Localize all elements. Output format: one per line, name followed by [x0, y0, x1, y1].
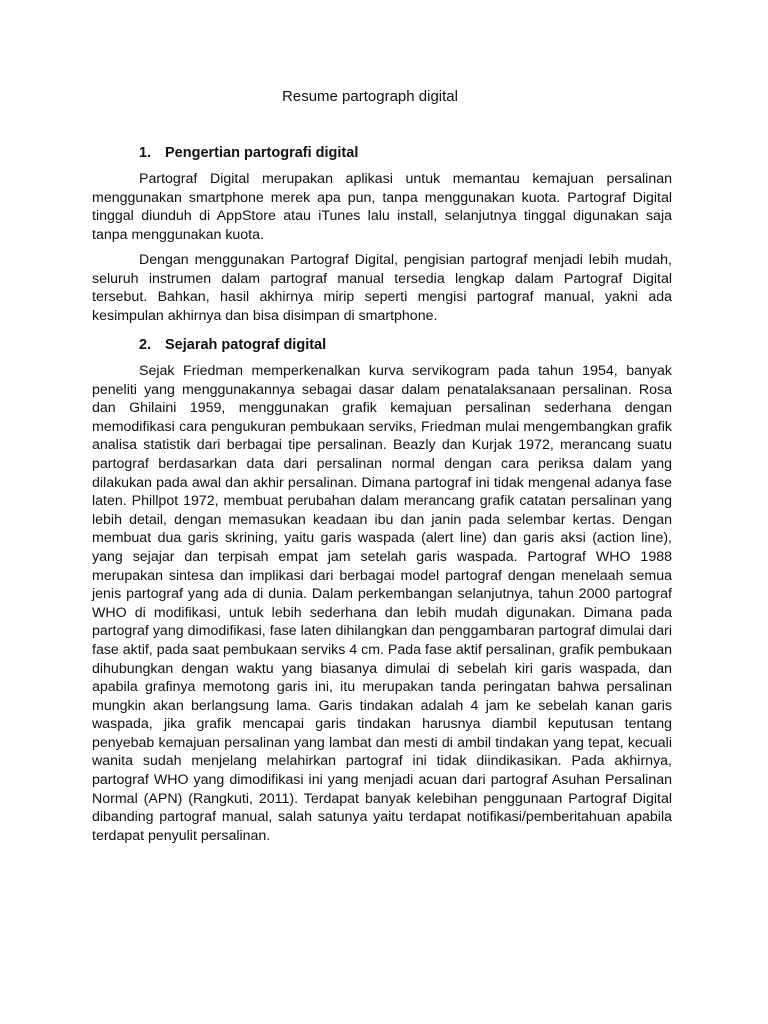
paragraph-pengertian-2: Dengan menggunakan Partograf Digital, pengisian partograf menjadi lebih mudah, seluruh instrumen dalam partograf manual tersedia lengkap dalam Partograf Digital tersebut. Bahkan, hasil akhirnya mirip seperti mengisi partograf manual, yakni ada kesimpulan akhirnya dan bisa disimpan di smartphone. [92, 252, 672, 324]
section-heading-sejarah [139, 335, 326, 355]
paragraph-sejarah: Sejak Friedman memperkenalkan kurva servikogram pada tahun 1954, banyak peneliti yang menggunakannya sebagai dasar dalam penatalaksanaan persalinan. Rosa dan Ghilaini 1959, menggunakan grafik kemajuan persalinan sederhana dengan memodifikasi cara pengukuran pembukaan serviks, Friedman mulai mengembangkan grafik analisa statistik dari berbagai tipe persalinan. Beazly dan Kurjak 1972, merancang suatu partograf berdasarkan data dari persalinan normal dengan cara periksa dalam yang dilakukan pada awal dan akhir persalinan. Dimana partograf ini tidak mengenal adanya fase laten. Phillpot 1972, membuat perubahan dalam merancang grafik catatan persalinan yang lebih detail, dengan memasukan keadaan ibu dan janin pada selembar kertas. Dengan membuat dua garis skrining, yaitu garis waspada (alert line) dan garis aksi (action line), yang sejajar dan terpisah empat jam setelah garis waspada. Partograf WHO 1988 merupakan sintesa dan implikasi dari berbagai model partograf dengan menelaah semua jenis partograf yang ada di dunia. Dalam perkembangan selanjutnya, tahun 2000 partograf WHO di modifikasi, untuk lebih sederhana dan lebih mudah digunakan. Dimana pada partograf yang dimodifikasi, fase laten dihilangkan dan penggambaran partograf dimulai dari fase aktif, pada saat pembukaan serviks 4 cm. Pada fase aktif persalinan, grafik pembukaan dihubungkan dengan waktu yang biasanya dimulai di sebelah kiri garis waspada, dan apabila grafinya memotong garis ini, itu merupakan tanda peringatan bahwa persalinan mungkin akan berlangsung lama. Garis tindakan adalah 4 jam ke sebelah kanan garis waspada, jika grafik mencapai garis tindakan harusnya diambil keputusan tentang penyebab kemajuan persalinan yang lambat dan mesti di ambil tindakan yang tepat, kecuali wanita sudah menjelang melahirkan partograf ini tidak diindikasikan. Pada akhirnya, partograf WHO yang dimodifikasi ini yang menjadi acuan dari partograf Asuhan Persalinan Normal (APN) (Rangkuti, 2011). Terdapat banyak kelebihan penggunaan Partograf Digital dibanding partograf manual, salah satunya yaitu terdapat notifikasi/pemberitahuan apabila terdapat penyulit persalinan. [92, 363, 672, 844]
section-number: 2. [139, 337, 152, 353]
section-heading-text: Sejarah patograf digital [165, 337, 327, 353]
section-heading-pengertian [139, 143, 358, 163]
section-number: 1. [139, 145, 152, 161]
section-heading-text: Pengertian partografi digital [165, 145, 359, 161]
document-title: Resume partograph digital [282, 88, 458, 105]
paragraph-pengertian-1: Partograf Digital merupakan aplikasi untuk memantau kemajuan persalinan menggunakan smartphone merek apa pun, tanpa menggunakan kuota. Partograf Digital tinggal diunduh di AppStore atau iTunes lalu install, selanjutnya tinggal digunakan saja tanpa menggunakan kuota. [92, 171, 672, 243]
